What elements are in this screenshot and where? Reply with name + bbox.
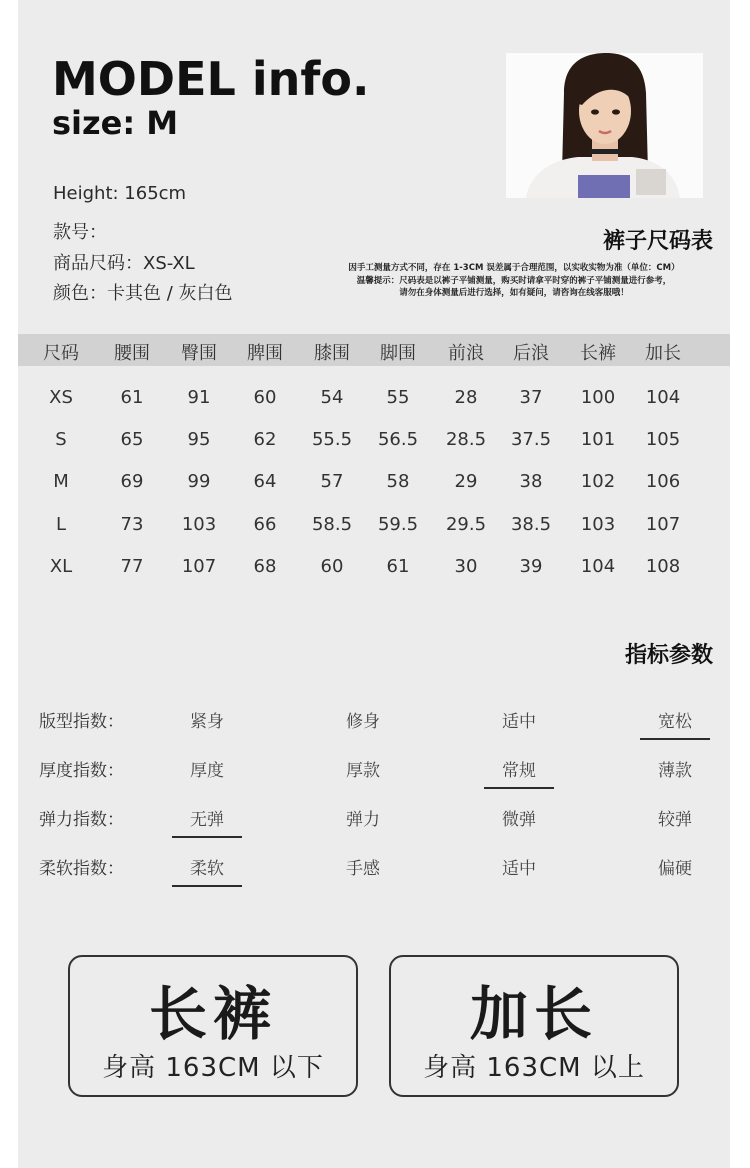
size-value-cell: 38.5: [510, 514, 552, 535]
extended-length-box: [389, 955, 679, 1097]
size-value-cell: 64: [253, 471, 277, 492]
indicator-option: 薄款: [658, 761, 692, 781]
size-label-cell: XS: [49, 387, 73, 408]
indicator-label: 厚度指数：: [39, 761, 124, 781]
size-header-cell: 前浪: [448, 343, 484, 364]
size-value-cell: 39: [519, 556, 543, 577]
size-value-cell: 58.5: [311, 514, 353, 535]
indicator-label: 版型指数：: [39, 712, 124, 732]
size-value-cell: 60: [253, 387, 277, 408]
size-value-cell: 65: [120, 429, 144, 450]
product-colors: 颜色：卡其色 / 灰白色: [53, 283, 233, 304]
indicator-option: 厚度: [190, 761, 224, 781]
size-value-cell: 69: [120, 471, 144, 492]
size-value-cell: 107: [645, 514, 681, 535]
size-label-cell: S: [55, 429, 67, 450]
size-header-cell: 脚围: [380, 343, 416, 364]
model-size: size: M: [52, 104, 179, 142]
regular-length-box: [68, 955, 358, 1097]
indicator-option-selected: 无弹: [172, 805, 242, 838]
size-value-cell: 102: [580, 471, 616, 492]
size-chart-title: 裤子尺码表: [602, 229, 713, 254]
size-value-cell: 101: [580, 429, 616, 450]
indicator-option: 厚款: [346, 761, 380, 781]
note-line: 因手工测量方式不同，存在 1-3CM 误差属于合理范围，以实收实物为准（单位：CM）: [348, 263, 680, 273]
size-header-cell: 脾围: [247, 343, 283, 364]
size-value-cell: 59.5: [377, 514, 419, 535]
size-value-cell: 66: [253, 514, 277, 535]
size-value-cell: 60: [320, 556, 344, 577]
size-value-cell: 61: [386, 556, 410, 577]
size-header-cell: 加长: [645, 343, 681, 364]
size-value-cell: 103: [181, 514, 217, 535]
size-header-cell: 腰围: [114, 343, 150, 364]
indicator-option: 偏硬: [658, 859, 692, 879]
size-label-cell: XL: [49, 556, 73, 577]
size-value-cell: 108: [645, 556, 681, 577]
product-size-range: 商品尺码：XS-XL: [53, 253, 195, 274]
size-value-cell: 28: [454, 387, 478, 408]
indicator-option: 紧身: [190, 712, 224, 732]
size-header-cell: 臀围: [181, 343, 217, 364]
size-value-cell: 57: [320, 471, 344, 492]
size-value-cell: 30: [454, 556, 478, 577]
size-value-cell: 37.5: [510, 429, 552, 450]
size-value-cell: 103: [580, 514, 616, 535]
indicators-title: 指标参数: [624, 643, 713, 668]
size-value-cell: 104: [645, 387, 681, 408]
indicator-option: 微弹: [502, 810, 536, 830]
regular-length-height: 身高 163CM 以下: [102, 1053, 324, 1083]
size-value-cell: 55.5: [311, 429, 353, 450]
size-value-cell: 104: [580, 556, 616, 577]
size-value-cell: 28.5: [445, 429, 487, 450]
indicator-option-selected: 常规: [484, 756, 554, 789]
size-value-cell: 37: [519, 387, 543, 408]
style-number: 款号：: [53, 222, 107, 243]
size-header-cell: 后浪: [513, 343, 549, 364]
product-detail-page: [18, 0, 730, 1168]
extended-length-height: 身高 163CM 以上: [423, 1053, 645, 1083]
indicator-option: 适中: [502, 712, 536, 732]
size-value-cell: 77: [120, 556, 144, 577]
size-value-cell: 99: [187, 471, 211, 492]
size-header-cell: 尺码: [43, 343, 79, 364]
size-value-cell: 54: [320, 387, 344, 408]
size-value-cell: 38: [519, 471, 543, 492]
size-chart-notes: [308, 262, 720, 300]
indicator-option: 弹力: [346, 810, 380, 830]
size-value-cell: 106: [645, 471, 681, 492]
size-value-cell: 73: [120, 514, 144, 535]
size-value-cell: 29: [454, 471, 478, 492]
indicator-option: 手感: [346, 859, 380, 879]
size-value-cell: 62: [253, 429, 277, 450]
model-photo: [506, 53, 703, 198]
note-line: 温馨提示：尺码表是以裤子平铺测量，购买时请拿平时穿的裤子平铺测量进行参考，: [356, 275, 672, 286]
indicator-option-selected: 宽松: [640, 707, 710, 740]
model-info-title: MODEL info.: [52, 52, 370, 106]
size-value-cell: 105: [645, 429, 681, 450]
size-value-cell: 58: [386, 471, 410, 492]
size-value-cell: 55: [386, 387, 410, 408]
size-value-cell: 95: [187, 429, 211, 450]
size-header-cell: 膝围: [314, 343, 350, 364]
size-value-cell: 107: [181, 556, 217, 577]
indicator-option: 适中: [502, 859, 536, 879]
regular-length-label: 长裤: [148, 980, 277, 1048]
size-value-cell: 100: [580, 387, 616, 408]
size-value-cell: 68: [253, 556, 277, 577]
size-label-cell: L: [55, 514, 67, 535]
indicator-label: 弹力指数：: [39, 810, 124, 830]
size-value-cell: 61: [120, 387, 144, 408]
model-height: Height: 165cm: [53, 183, 187, 204]
extended-length-label: 加长: [469, 980, 598, 1048]
note-line: 请勿在身体测量后进行选择，如有疑问，请咨询在线客服哦！: [399, 288, 629, 298]
indicator-option-selected: 柔软: [172, 854, 242, 887]
size-header-cell: 长裤: [580, 343, 616, 364]
size-value-cell: 91: [187, 387, 211, 408]
indicator-option: 较弹: [658, 810, 692, 830]
size-value-cell: 56.5: [377, 429, 419, 450]
indicator-label: 柔软指数：: [39, 859, 124, 879]
indicator-option: 修身: [346, 712, 380, 732]
size-label-cell: M: [53, 471, 69, 492]
size-value-cell: 29.5: [445, 514, 487, 535]
